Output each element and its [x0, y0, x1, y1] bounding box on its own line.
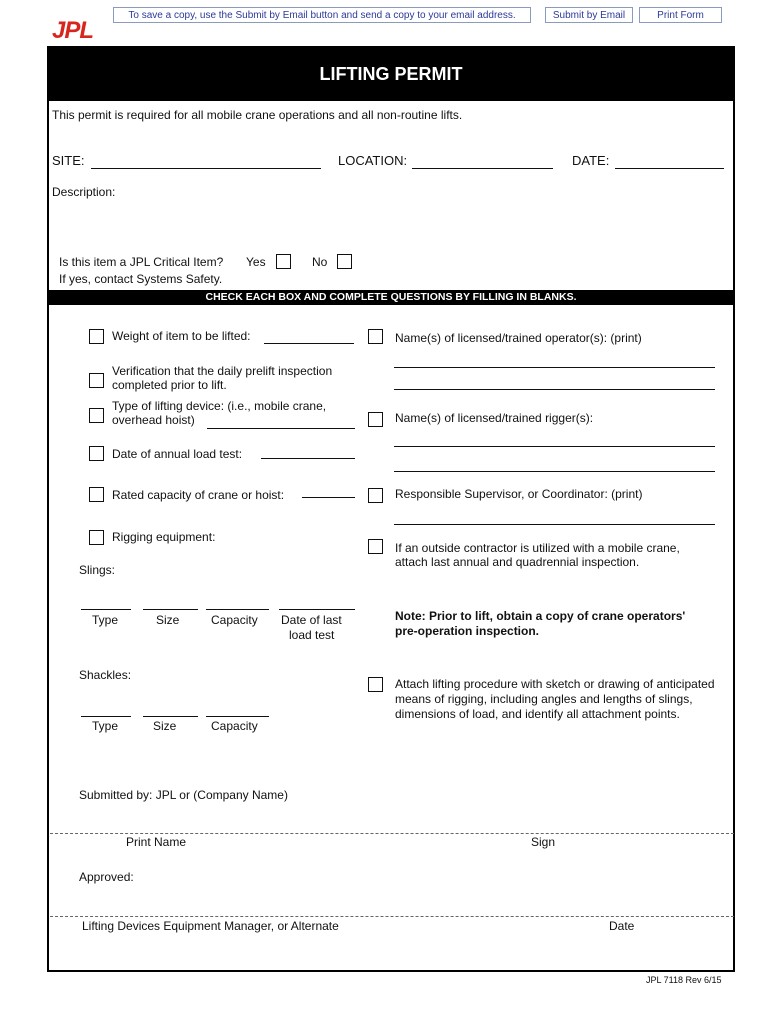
sling-capacity-caption: Capacity [211, 613, 258, 627]
description-input[interactable] [130, 183, 725, 243]
annual-load-test-input[interactable] [261, 458, 355, 459]
description-label: Description: [52, 185, 116, 199]
submitted-by-signature-line[interactable] [50, 833, 734, 834]
crane-operator-note-line2: pre-operation inspection. [395, 624, 540, 638]
riggers-checkbox[interactable] [368, 412, 383, 427]
shackle-type-input[interactable] [81, 716, 131, 717]
submitted-by-label: Submitted by: JPL or (Company Name) [79, 788, 288, 802]
site-label: SITE: [52, 153, 85, 168]
verification-label-line2: completed prior to lift. [112, 378, 227, 392]
verification-checkbox[interactable] [89, 373, 104, 388]
lifting-procedure-label-line1: Attach lifting procedure with sketch or drawing of anticipated [395, 677, 715, 691]
sling-date-input[interactable] [279, 609, 355, 610]
rigging-equipment-checkbox[interactable] [89, 530, 104, 545]
critical-yes-label: Yes [246, 255, 266, 269]
shackles-label: Shackles: [79, 668, 132, 682]
date-label: DATE: [572, 153, 610, 168]
lifting-device-label-line2: overhead hoist) [112, 413, 195, 427]
location-input[interactable] [412, 168, 553, 169]
lifting-device-checkbox[interactable] [89, 408, 104, 423]
shackle-capacity-input[interactable] [206, 716, 269, 717]
sling-size-input[interactable] [143, 609, 198, 610]
weight-checkbox[interactable] [89, 329, 104, 344]
sling-type-input[interactable] [81, 609, 131, 610]
riggers-input-1[interactable] [394, 446, 715, 447]
sling-size-caption: Size [156, 613, 180, 627]
outside-contractor-checkbox[interactable] [368, 539, 383, 554]
lifting-procedure-label-line2: means of rigging, including angles and lengths of slings, [395, 692, 693, 706]
supervisor-label: Responsible Supervisor, or Coordinator: (print) [395, 487, 643, 501]
date-input[interactable] [615, 168, 724, 169]
lifting-procedure-checkbox[interactable] [368, 677, 383, 692]
critical-yes-checkbox[interactable] [276, 254, 291, 269]
critical-no-checkbox[interactable] [337, 254, 352, 269]
lifting-procedure-label-line3: dimensions of load, and identify all attachment points. [395, 707, 680, 721]
shackle-capacity-caption: Capacity [211, 719, 258, 733]
rated-capacity-label: Rated capacity of crane or hoist: [112, 488, 285, 502]
annual-load-test-checkbox[interactable] [89, 446, 104, 461]
operators-input-2[interactable] [394, 389, 715, 390]
rated-capacity-checkbox[interactable] [89, 487, 104, 502]
riggers-label: Name(s) of licensed/trained rigger(s): [395, 411, 594, 425]
operators-input-1[interactable] [394, 367, 715, 368]
shackle-size-caption: Size [153, 719, 177, 733]
location-label: LOCATION: [338, 153, 408, 168]
sign-caption: Sign [531, 835, 556, 849]
approval-date-caption: Date [609, 919, 635, 933]
intro-text: This permit is required for all mobile crane operations and all non-routine lifts. [52, 108, 463, 122]
outside-contractor-label-line1: If an outside contractor is utilized with a mobile crane, [395, 541, 680, 555]
critical-item-question: Is this item a JPL Critical Item? [59, 255, 224, 269]
sling-date-caption-line1: Date of last [281, 613, 342, 627]
crane-operator-note-line1: Note: Prior to lift, obtain a copy of crane operators' [395, 609, 686, 623]
shackle-type-caption: Type [92, 719, 119, 733]
approval-signature-line[interactable] [50, 916, 734, 917]
sling-date-caption-line2: load test [289, 628, 335, 642]
supervisor-input[interactable] [394, 524, 715, 525]
site-input[interactable] [91, 168, 321, 169]
print-name-caption: Print Name [126, 835, 187, 849]
riggers-input-2[interactable] [394, 471, 715, 472]
outside-contractor-label-line2: attach last annual and quadrennial inspection. [395, 555, 640, 569]
rated-capacity-input[interactable] [302, 497, 355, 498]
verification-label-line1: Verification that the daily prelift inspection [112, 364, 333, 378]
critical-item-note: If yes, contact Systems Safety. [59, 272, 223, 286]
section-banner: CHECK EACH BOX AND COMPLETE QUESTIONS BY FILLING IN BLANKS. [49, 290, 733, 305]
form-title: LIFTING PERMIT [49, 48, 733, 101]
critical-no-label: No [312, 255, 328, 269]
annual-load-test-label: Date of annual load test: [112, 447, 243, 461]
shackle-size-input[interactable] [143, 716, 198, 717]
jpl-logo: JPL [52, 17, 94, 44]
approved-label: Approved: [79, 870, 134, 884]
lifting-device-input[interactable] [207, 428, 355, 429]
sling-type-caption: Type [92, 613, 119, 627]
weight-input[interactable] [264, 343, 354, 344]
supervisor-checkbox[interactable] [368, 488, 383, 503]
save-instruction-banner: To save a copy, use the Submit by Email button and send a copy to your email address. [113, 7, 531, 23]
weight-label: Weight of item to be lifted: [112, 329, 251, 343]
submit-by-email-button[interactable]: Submit by Email [545, 7, 633, 23]
sling-capacity-input[interactable] [206, 609, 269, 610]
equipment-manager-caption: Lifting Devices Equipment Manager, or Alternate [82, 919, 339, 933]
operators-label: Name(s) of licensed/trained operator(s): (print) [395, 331, 642, 345]
rigging-equipment-label: Rigging equipment: [112, 530, 216, 544]
form-number: JPL 7118 Rev 6/15 [646, 975, 722, 985]
print-form-button[interactable]: Print Form [639, 7, 722, 23]
lifting-device-label-line1: Type of lifting device: (i.e., mobile crane, [112, 399, 327, 413]
slings-label: Slings: [79, 563, 116, 577]
operators-checkbox[interactable] [368, 329, 383, 344]
